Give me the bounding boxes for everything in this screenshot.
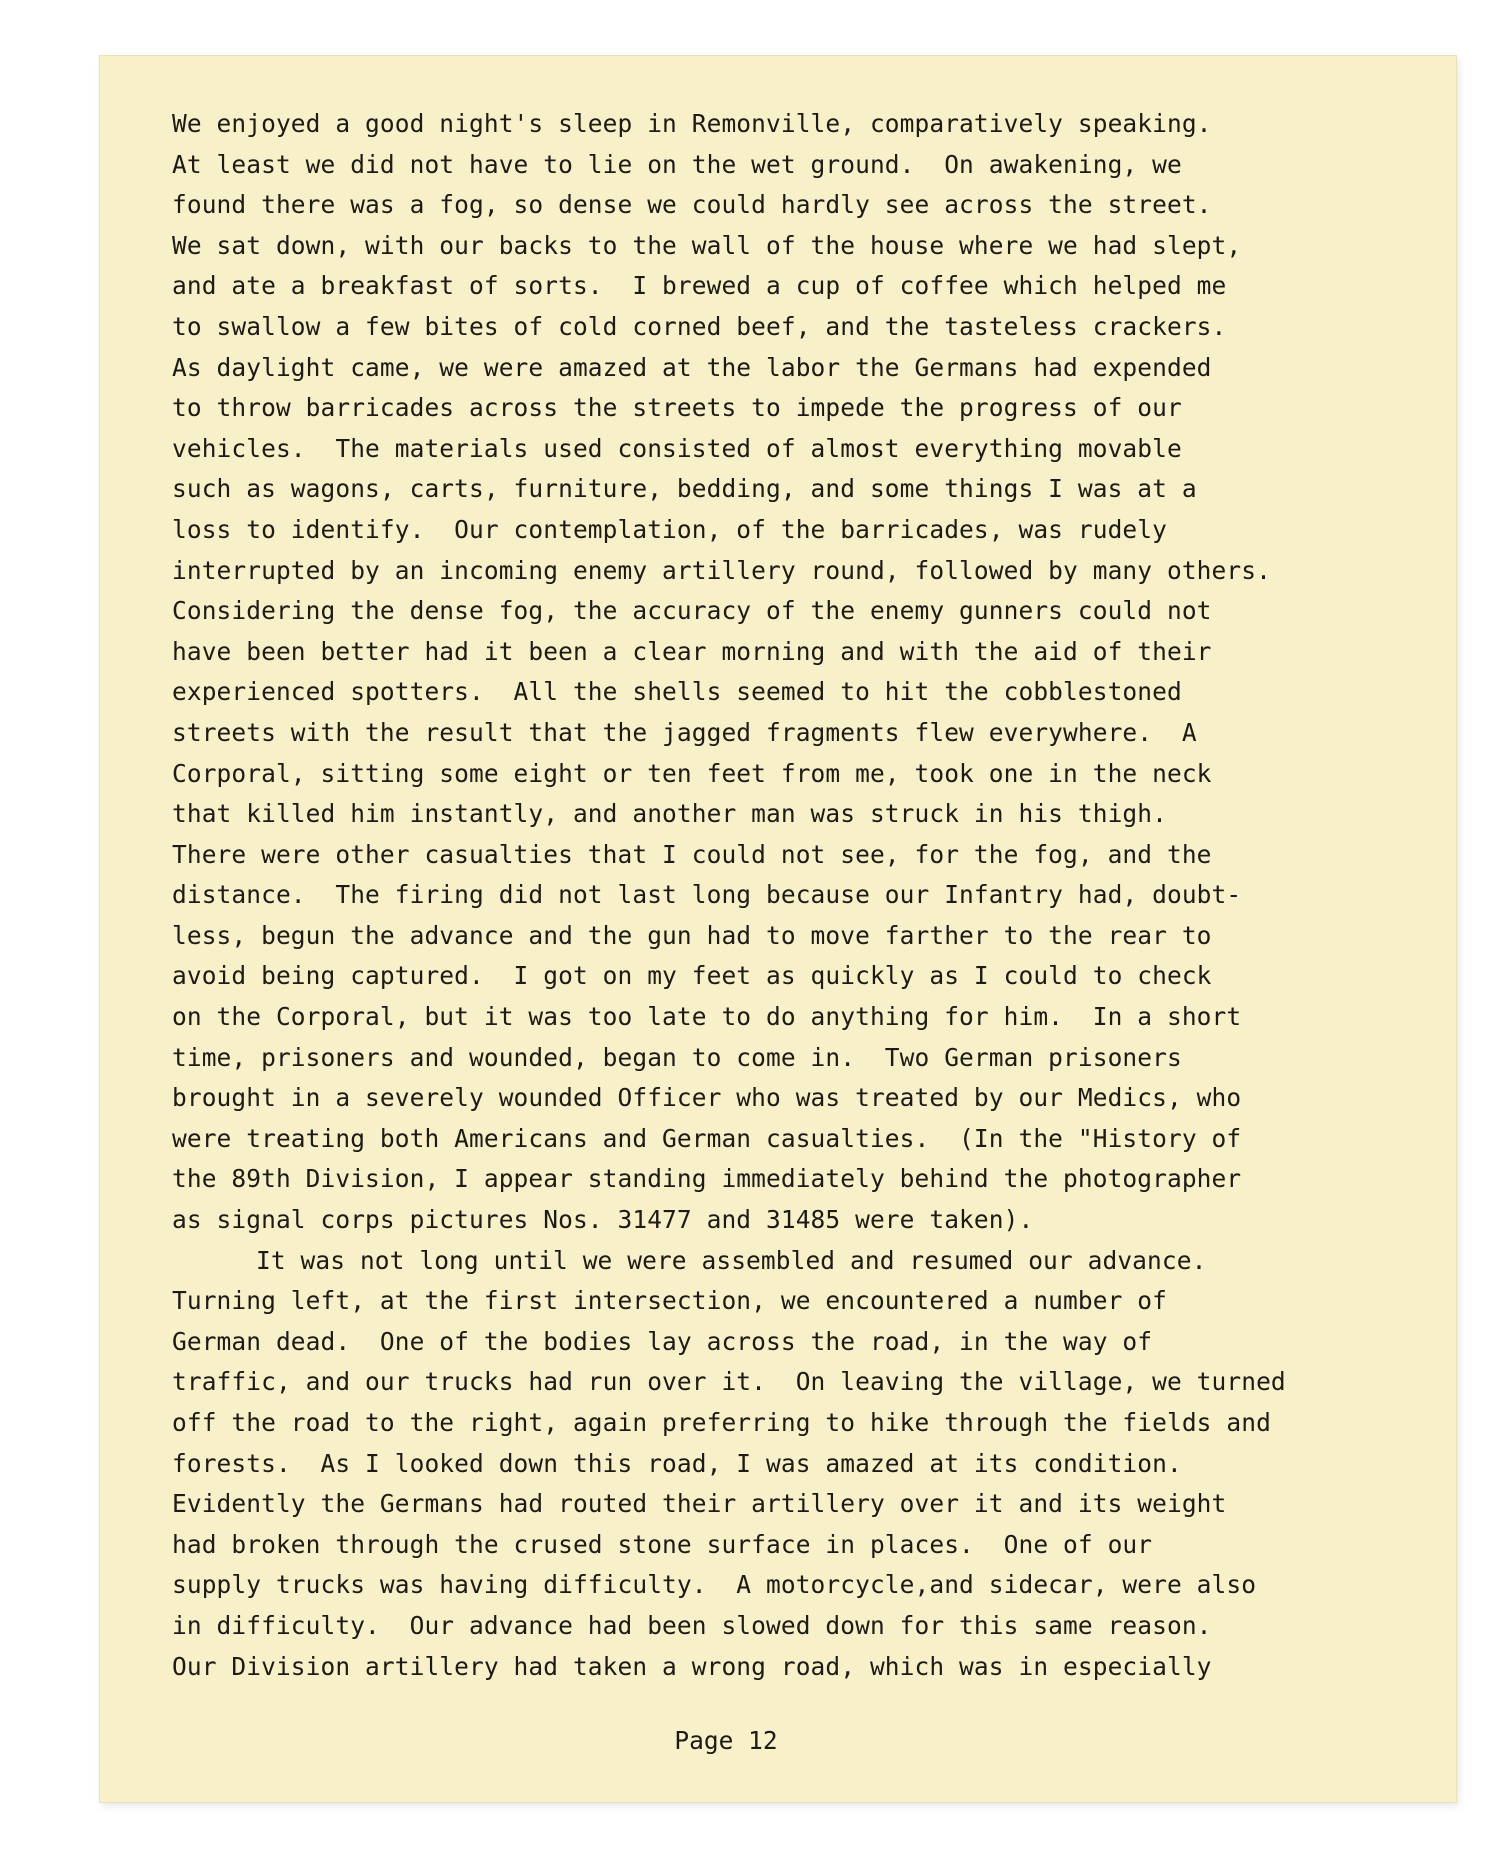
paragraph-2 <box>172 1241 1432 1688</box>
text-line: streets with the result that the jagged fragments flew everywhere. A <box>172 717 1197 747</box>
page-footer <box>0 1726 1500 1755</box>
text-line: avoid being captured. I got on my feet as quickly as I could to check <box>172 961 1212 991</box>
paragraph-1 <box>172 104 1432 1241</box>
text-line: As daylight came, we were amazed at the labor the Germans had expended <box>172 352 1212 382</box>
text-line: traffic, and our trucks had run over it. On leaving the village, we turned <box>172 1367 1286 1397</box>
text-line: found there was a fog, so dense we could hardly see across the street. <box>172 190 1212 220</box>
text-line: There were other casualties that I could not see, for the fog, and the <box>172 839 1212 869</box>
text-line: We sat down, with our backs to the wall of the house where we had slept, <box>172 230 1242 260</box>
text-line: supply trucks was having difficulty. A motorcycle,and sidecar, were also <box>172 1570 1257 1600</box>
text-line: off the road to the right, again preferring to hike through the fields and <box>172 1408 1271 1437</box>
text-line: that killed him instantly, and another man was struck in his thigh. <box>172 799 1167 829</box>
text-line: Considering the dense fog, the accuracy of the enemy gunners could not <box>172 596 1212 626</box>
text-line: We enjoyed a good night's sleep in Remonville, comparatively speaking. <box>172 109 1212 138</box>
text-line: in difficulty. Our advance had been slowed down for this same reason. <box>172 1610 1212 1640</box>
text-line: Turning left, at the first intersection, we encountered a number of <box>172 1286 1167 1316</box>
text-line: had broken through the crused stone surface in places. One of our <box>172 1529 1153 1559</box>
text-line: to throw barricades across the streets to impede the progress of our <box>172 393 1182 423</box>
text-line: such as wagons, carts, furniture, bedding, and some things I was at a <box>172 474 1197 504</box>
text-line: experienced spotters. All the shells seemed to hit the cobblestoned <box>172 677 1182 707</box>
text-line: forests. As I looked down this road, I was amazed at its condition. <box>172 1448 1182 1478</box>
text-line: to swallow a few bites of cold corned beef, and the tasteless crackers. <box>172 311 1227 341</box>
text-line: time, prisoners and wounded, began to come in. Two German prisoners <box>172 1042 1182 1072</box>
text-line: on the Corporal, but it was too late to do anything for him. In a short <box>172 1002 1242 1032</box>
text-line: vehicles. The materials used consisted of almost everything movable <box>172 433 1182 463</box>
text-line: have been better had it been a clear morning and with the aid of their <box>172 636 1212 666</box>
text-line: interrupted by an incoming enemy artillery round, followed by many others. <box>172 555 1271 585</box>
text-line: Evidently the Germans had routed their artillery over it and its weight <box>172 1489 1227 1519</box>
text-line: At least we did not have to lie on the wet ground. On awakening, we <box>172 149 1182 179</box>
typed-page-body <box>172 104 1432 1687</box>
text-line: brought in a severely wounded Officer who was treated by our Medics, who <box>172 1083 1242 1113</box>
text-line: German dead. One of the bodies lay across the road, in the way of <box>172 1326 1153 1356</box>
text-line: It was not long until we were assembled and resumed our advance. <box>256 1245 1207 1275</box>
text-line: Corporal, sitting some eight or ten feet from me, took one in the neck <box>172 758 1212 788</box>
text-line: Our Division artillery had taken a wrong road, which was in especially <box>172 1651 1212 1681</box>
text-line: less, begun the advance and the gun had to move farther to the rear to <box>172 920 1212 950</box>
text-line: the 89th Division, I appear standing immediately behind the photographer <box>172 1164 1242 1194</box>
text-line: distance. The firing did not last long because our Infantry had, doubt- <box>172 880 1242 910</box>
text-line: as signal corps pictures Nos. 31477 and 31485 were taken). <box>172 1205 1034 1235</box>
page-number: Page 12 <box>674 1726 778 1755</box>
text-line: were treating both Americans and German casualties. (In the "History of <box>172 1123 1242 1153</box>
text-line: loss to identify. Our contemplation, of the barricades, was rudely <box>172 514 1167 544</box>
text-line: and ate a breakfast of sorts. I brewed a cup of coffee which helped me <box>172 271 1227 301</box>
